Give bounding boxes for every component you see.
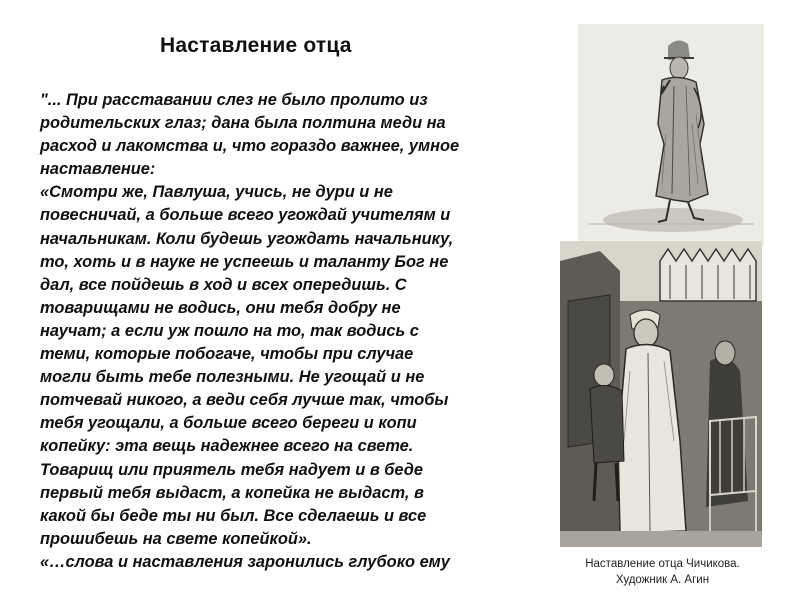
quote-line: могли быть тебе полезными. Не угощай и не [40, 368, 425, 387]
engraving-old-man [578, 24, 764, 246]
caption-line: Наставление отца Чичикова. [585, 558, 740, 570]
quote-line: начальникам. Коли будешь угождать начальнику, [40, 229, 454, 248]
quote-line: Товарищ или приятель тебя надует и в беде [40, 460, 423, 479]
quote-line: копейку: эта вещь надежнее всего на свете. [40, 437, 414, 456]
quote-text [40, 89, 550, 574]
quote-line: повесничай, а больше всего угождай учителям и [40, 206, 451, 225]
quote-line: потчевай никого, а веди себя лучше так, чтобы [40, 391, 449, 410]
quote-line: «…слова и наставления заронились глубоко ему [40, 552, 450, 571]
quote-line: товарищами не водись, они тебя добру не [40, 298, 401, 317]
caption-line: Художник А. Агин [615, 574, 710, 586]
quote-line: тебя угощали, а больше всего береги и копи [40, 414, 417, 433]
quote-line: теми, которые побогаче, чтобы при случае [40, 345, 414, 364]
quote-line: какой бы беде ты ни был. Все сделаешь и все [40, 506, 427, 525]
quote-line: наставление: [40, 160, 156, 179]
quote-line: первый тебя выдаст, а копейка не выдаст, в [40, 483, 424, 502]
quote-line: то, хоть и в науке не успеешь и таланту Бог не [40, 252, 449, 271]
engraving-father-and-son [560, 241, 762, 547]
quote-line: родительских глаз; дана была полтина меди на [40, 114, 446, 133]
quote-line: "... При расставании слез не было пролито из [40, 91, 428, 109]
quote-line: расход и лакомства и, что гораздо важнее, умное [40, 137, 460, 156]
quote-line: дал, все пойдешь в ход и всех опередишь. С [40, 275, 407, 294]
illustration-caption [560, 556, 765, 588]
quote-line: прошибешь на свете копейкой». [40, 529, 312, 548]
quote-line: «Смотри же, Павлуша, учись, не дури и не [40, 183, 393, 202]
quote-line: научат; а если уж пошло на то, так водись с [40, 321, 419, 340]
slide-title: Наставление отца [160, 34, 352, 57]
